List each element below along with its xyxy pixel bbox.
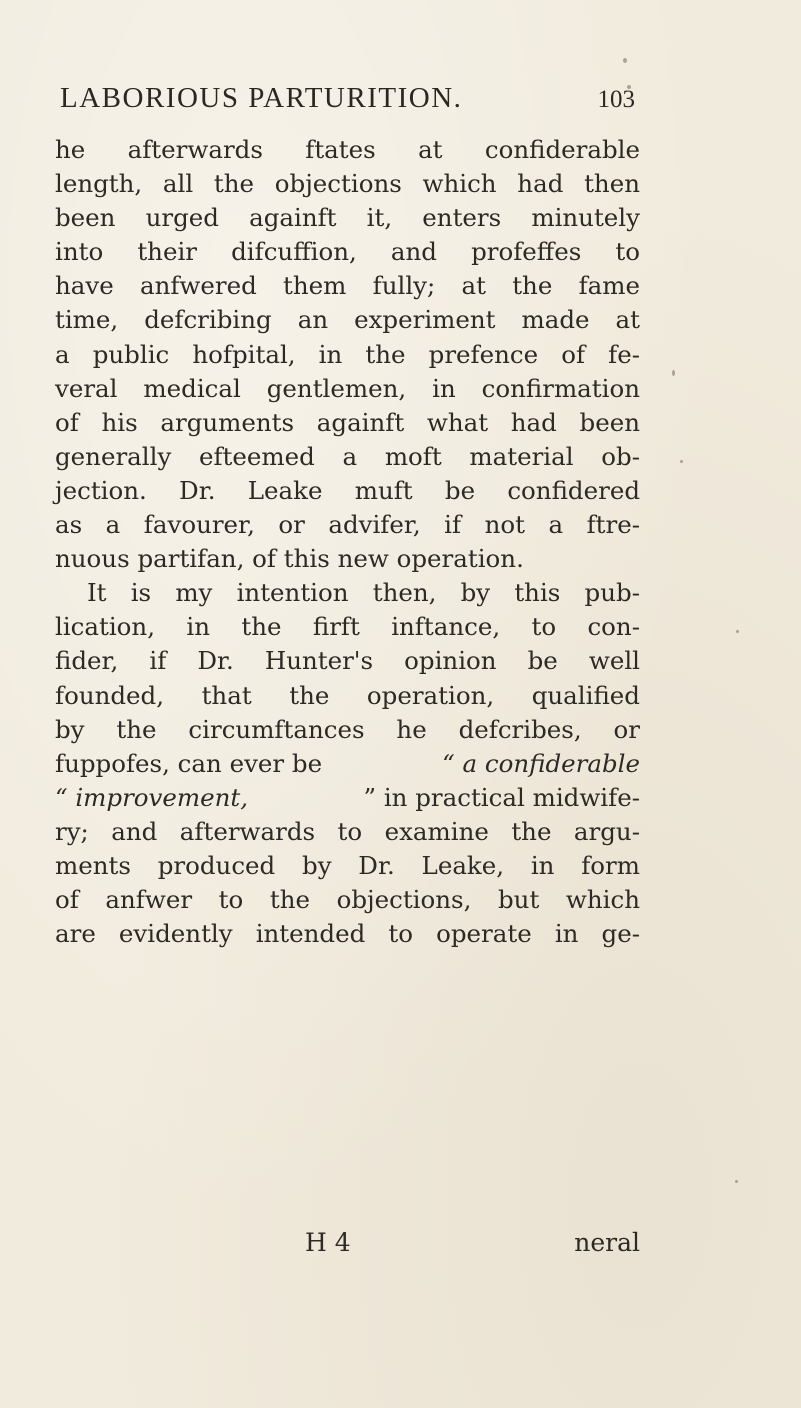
signature-mark: H 4 [305, 1228, 351, 1257]
paper-speck [627, 85, 631, 89]
paper-speck [736, 630, 739, 633]
paper-speck [680, 460, 683, 463]
text-line: he afterwards ftates at confiderable [55, 135, 640, 164]
paragraph-start-line: It is my intention then, by this pub- [87, 578, 640, 608]
text-line: generally efteemed a moft material ob- [55, 441, 640, 471]
text-line: been urged againft it, enters minutely [55, 203, 640, 233]
text-line-mixed [55, 747, 640, 781]
text-line: jection. Dr. Leake muft be confidered [55, 475, 640, 505]
text-line-mixed [55, 781, 640, 815]
text-line: into their difcuffion, and profeffes to [55, 237, 640, 267]
body-text [55, 133, 640, 951]
paper-speck [735, 1180, 738, 1183]
italic-quote: “ improvement, [55, 782, 249, 812]
paper-speck [672, 370, 675, 376]
text-line: of anfwer to the objections, but which [55, 885, 640, 915]
text-line: founded, that the operation, qualified [55, 680, 640, 710]
text-segment: ” in practical midwife- [363, 782, 640, 812]
text-line: are evidently intended to operate in ge- [55, 919, 640, 949]
text-line: a public hofpital, in the prefence of fe- [55, 339, 640, 369]
running-head: LABORIOUS PARTURITION. [60, 82, 463, 114]
text-line: have anfwered them fully; at the fame [55, 271, 640, 301]
text-line: ments produced by Dr. Leake, in form [55, 850, 640, 880]
text-line: lication, in the firft inftance, to con- [55, 612, 640, 642]
text-line: fider, if Dr. Hunter's opinion be well [55, 646, 640, 676]
text-line: as a favourer, or advifer, if not a ftre- [55, 510, 640, 540]
catchword: neral [574, 1228, 640, 1257]
text-line: by the circumftances he defcribes, or [55, 714, 640, 744]
text-line: of his arguments againft what had been [55, 407, 640, 437]
page-header [60, 82, 635, 122]
page-number: 103 [597, 86, 635, 113]
text-line: time, defcribing an experiment made at [55, 305, 640, 335]
text-segment: fuppofes, can ever be [55, 748, 323, 778]
text-line: nuous partifan, of this new operation. [55, 544, 524, 574]
italic-quote: “ a confiderable [442, 748, 640, 778]
page-footer [55, 1226, 640, 1260]
text-line: length, all the objections which had then [55, 169, 640, 199]
text-line: ry; and afterwards to examine the argu- [55, 816, 640, 846]
paper-speck [623, 58, 627, 63]
text-line: veral medical gentlemen, in confirmation [55, 373, 640, 403]
